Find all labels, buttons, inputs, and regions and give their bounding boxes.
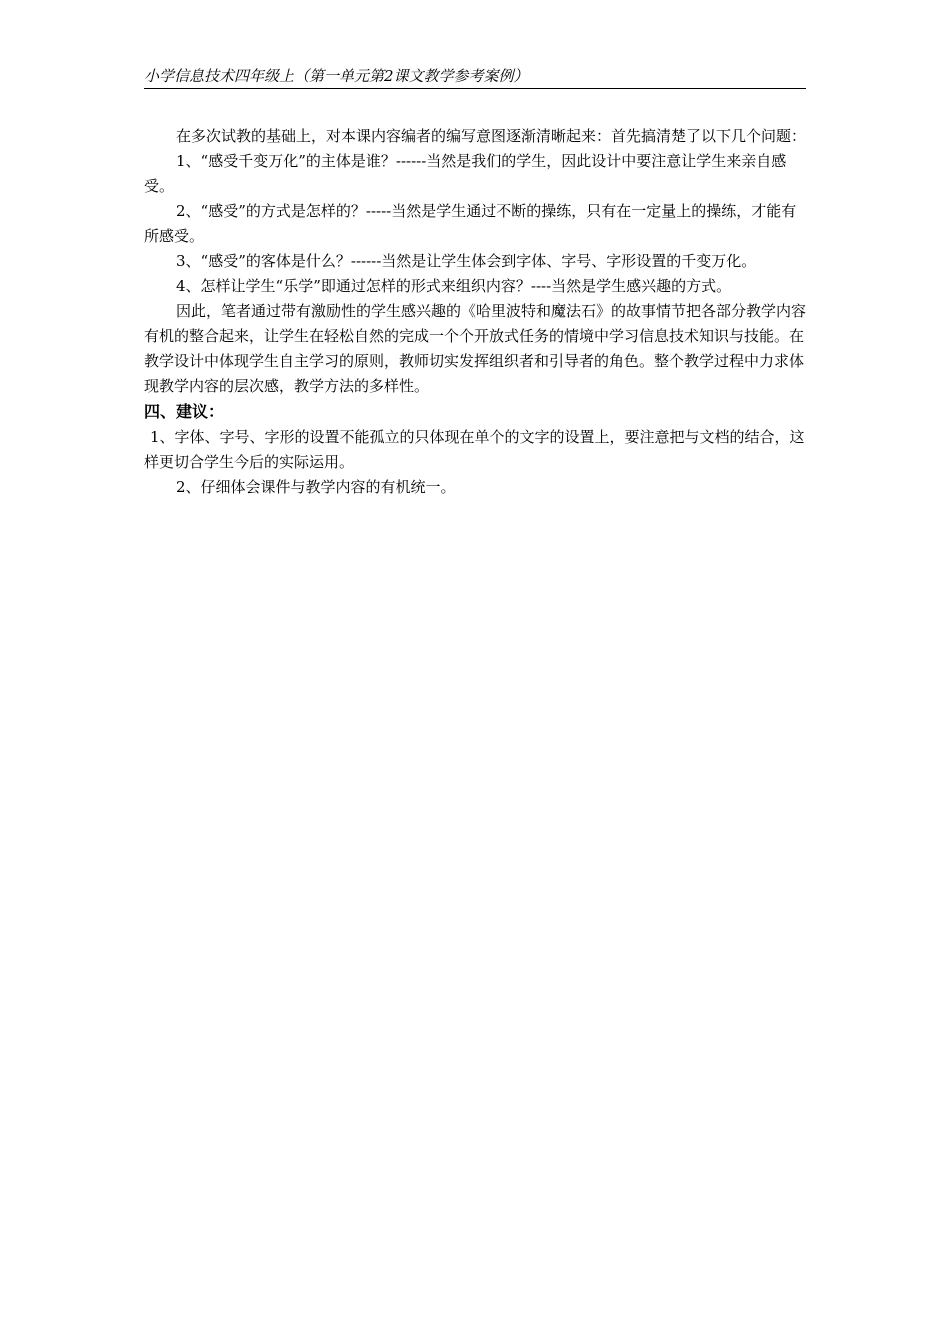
question-1: 1、“感受千变万化”的主体是谁？------当然是我们的学生，因此设计中要注意让学生来亲自感受。 <box>144 152 787 195</box>
page-header: 小学信息技术四年级上（第一单元第2课文教学参考案例） <box>144 67 529 85</box>
conclusion-paragraph: 因此，笔者通过带有激励性的学生感兴趣的《哈里波特和魔法石》的故事情节把各部分教学内容有机的整合起来，让学生在轻松自然的完成一个个开放式任务的情境中学习信息技术知识与技能。在教学设计中体现学生自主学习的原则，教师切实发挥组织者和引导者的角色。整个教学过程中力求体现教学内容的层次感，教学方法的多样性。 <box>144 302 807 395</box>
header-divider <box>144 88 806 89</box>
suggestions-heading: 四、建议： <box>144 402 225 421</box>
question-3: 3、“感受”的客体是什么？------当然是让学生体会到字体、字号、字形设置的千变万化。 <box>176 252 757 270</box>
question-2: 2、“感受”的方式是怎样的？-----当然是学生通过不断的操练，只有在一定量上的操练，才能有所感受。 <box>144 202 797 245</box>
suggestion-1: 1、字体、字号、字形的设置不能孤立的只体现在单个的文字的设置上，要注意把与文档的结合，这样更切合学生今后的实际运用。 <box>144 428 805 471</box>
suggestion-2: 2、仔细体会课件与教学内容的有机统一。 <box>176 478 456 496</box>
document-body <box>144 124 809 500</box>
question-4: 4、怎样让学生“乐学”即通过怎样的形式来组织内容？----当然是学生感兴趣的方式。 <box>176 277 732 295</box>
intro-paragraph: 在多次试教的基础上，对本课内容编者的编写意图逐渐清晰起来：首先搞清楚了以下几个问题： <box>176 127 807 145</box>
